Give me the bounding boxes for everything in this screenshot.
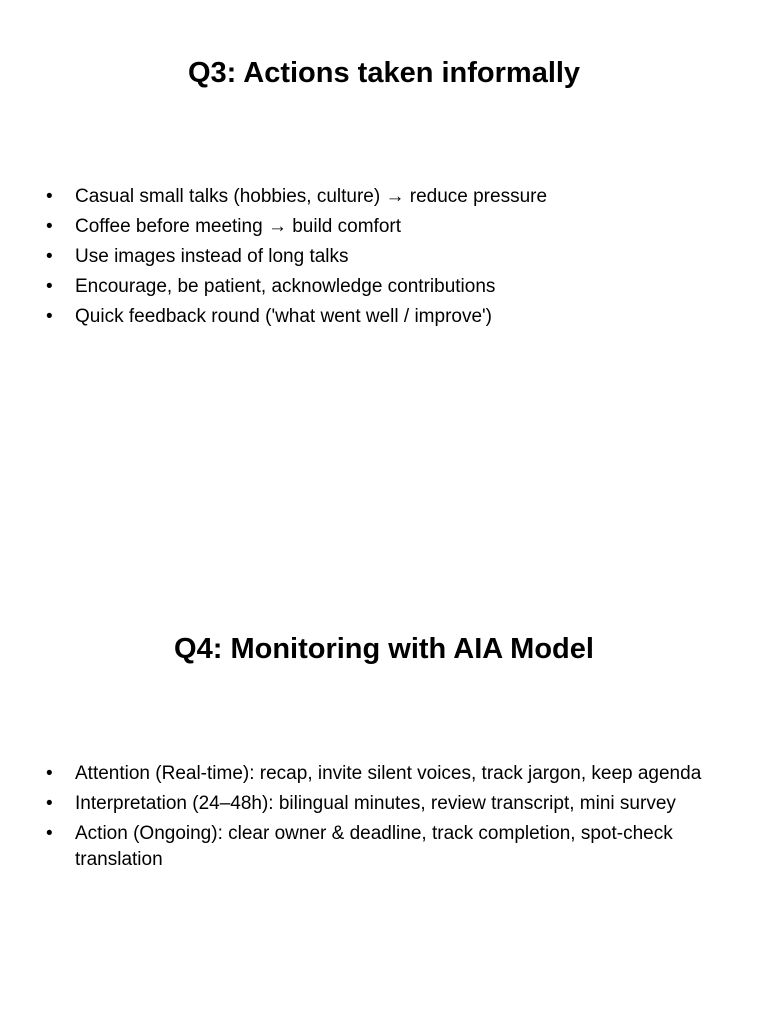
list-item xyxy=(46,274,736,300)
list-item-text: Attention (Real-time): recap, invite silent voices, track jargon, keep agenda xyxy=(75,763,702,784)
list-item xyxy=(46,761,736,787)
list-item xyxy=(46,304,736,330)
list-item xyxy=(46,821,736,873)
list-item xyxy=(46,184,736,210)
list-item xyxy=(46,791,736,817)
list-item xyxy=(46,214,736,240)
bullet-list xyxy=(46,184,736,334)
list-item-text: Interpretation (24–48h): bilingual minutes, review transcript, mini survey xyxy=(75,793,676,814)
slide-q4 xyxy=(0,512,768,1024)
list-item xyxy=(46,244,736,270)
list-item-text: Quick feedback round ('what went well / improve') xyxy=(75,306,492,327)
list-item-text: Casual small talks (hobbies, culture) → reduce pressure xyxy=(75,186,548,207)
bullet-icon: • xyxy=(46,216,53,237)
slide-title: Q3: Actions taken informally xyxy=(187,57,581,89)
bullet-icon: • xyxy=(46,246,53,267)
bullet-icon: • xyxy=(46,823,53,844)
list-item-text: Action (Ongoing): clear owner & deadline, track completion, spot-check translation xyxy=(75,823,673,870)
bullet-icon: • xyxy=(46,793,53,814)
slide-title: Q4: Monitoring with AIA Model xyxy=(174,633,594,665)
list-item-text: Encourage, be patient, acknowledge contributions xyxy=(75,276,496,297)
list-item-text: Use images instead of long talks xyxy=(75,246,349,267)
bullet-icon: • xyxy=(46,186,53,207)
list-item-text: Coffee before meeting → build comfort xyxy=(75,216,401,237)
bullet-list xyxy=(46,761,736,877)
bullet-icon: • xyxy=(46,763,53,784)
bullet-icon: • xyxy=(46,306,53,327)
bullet-icon: • xyxy=(46,276,53,297)
